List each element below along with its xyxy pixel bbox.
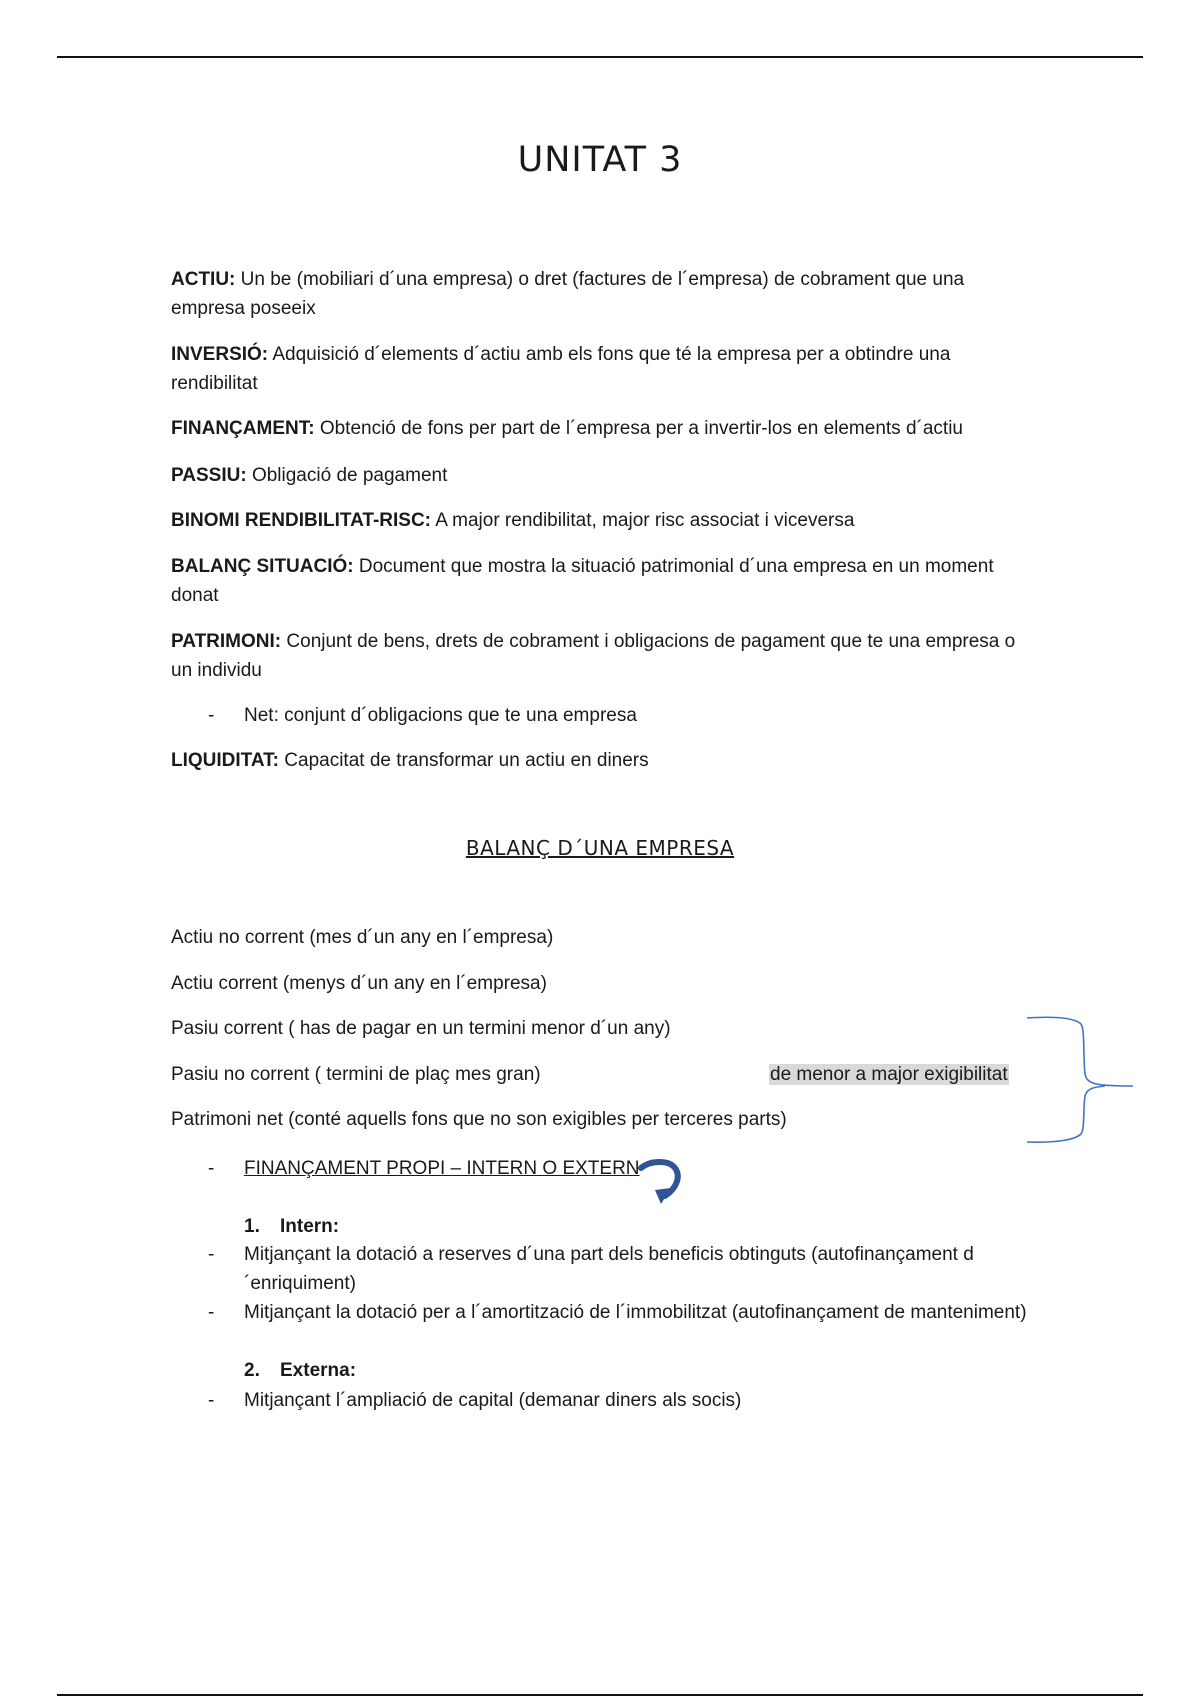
definition-term: BINOMI RENDIBILITAT-RISC: — [171, 510, 431, 531]
header-rule — [57, 56, 1143, 58]
balance-item-pasiu-corrent: Pasiu corrent ( has de pagar en un termini menor d´un any) — [171, 1018, 671, 1039]
intern-item-amortitzacio: Mitjançant la dotació per a l´amortització de l´immobilitzat (autofinançament de manteniment) — [244, 1302, 1027, 1323]
definition-term: LIQUIDITAT: — [171, 750, 279, 771]
balance-item-pasiu-no-corrent: Pasiu no corrent ( termini de plaç mes gran) — [171, 1064, 541, 1085]
balance-item-patrimoni-net: Patrimoni net (conté aquells fons que no son exigibles per terceres parts) — [171, 1109, 787, 1130]
exigibility-note-text: de menor a major exigibilitat — [770, 1064, 1008, 1085]
bullet-marker: - — [208, 705, 215, 726]
definition-text: Obtenció de fons per part de l´empresa per a invertir-los en elements d´actiu — [314, 418, 963, 439]
intern-heading — [244, 1212, 339, 1241]
curved-arrow-icon — [637, 1158, 683, 1208]
definition-text: A major rendibilitat, major risc associat i viceversa — [431, 510, 855, 531]
patrimoni-net-bullet: Net: conjunt d´obligacions que te una empresa — [244, 705, 637, 726]
definition-actiu — [171, 265, 1031, 323]
definition-balanc-situacio — [171, 552, 1031, 610]
intern-label: Intern: — [280, 1216, 340, 1237]
definition-binomi — [171, 506, 1031, 535]
curly-brace-icon — [1025, 1016, 1135, 1144]
extern-heading — [244, 1356, 356, 1385]
bullet-marker: - — [208, 1158, 215, 1179]
list-number: 1. — [244, 1216, 260, 1237]
definition-liquiditat — [171, 746, 1031, 775]
definition-term: PATRIMONI: — [171, 631, 282, 652]
page-title: UNITAT 3 — [517, 140, 683, 180]
list-number: 2. — [244, 1360, 260, 1381]
definition-patrimoni — [171, 627, 1031, 685]
bullet-marker: - — [208, 1302, 215, 1323]
brace-upper-stroke — [1027, 1017, 1133, 1086]
definition-text: Conjunt de bens, drets de cobrament i obligacions de pagament que te una empresa o un individu — [171, 631, 1016, 681]
definition-text: Un be (mobiliari d´una empresa) o dret (factures de l´empresa) de cobrament que una empresa poseeix — [171, 269, 965, 319]
definition-text: Adquisició d´elements d´actiu amb els fons que té la empresa per a obtindre una rendibilitat — [171, 344, 951, 394]
definition-term: INVERSIÓ: — [171, 344, 269, 365]
definition-term: PASSIU: — [171, 465, 247, 486]
balance-heading-text: BALANÇ D´UNA EMPRESA — [465, 836, 735, 860]
balance-item-actiu-corrent: Actiu corrent (menys d´un any en l´empresa) — [171, 973, 547, 994]
definition-text: Capacitat de transformar un actiu en diners — [279, 750, 649, 771]
financing-heading — [244, 1154, 640, 1183]
definition-term: FINANÇAMENT: — [171, 418, 315, 439]
bullet-marker: - — [208, 1244, 215, 1265]
extern-label: Externa: — [280, 1360, 357, 1381]
intern-item-reserves: Mitjançant la dotació a reserves d´una part dels beneficis obtinguts (autofinançament d´enriquiment) — [244, 1244, 974, 1294]
footer-rule — [57, 1694, 1143, 1696]
financing-heading-text: FINANÇAMENT PROPI – INTERN O EXTERN — [244, 1158, 640, 1179]
definition-inversio — [171, 340, 1031, 398]
definition-text: Document que mostra la situació patrimonial d´una empresa en un moment donat — [171, 556, 994, 606]
exigibility-note — [769, 1060, 1009, 1089]
definition-term: ACTIU: — [171, 269, 236, 290]
balance-item-actiu-no-corrent: Actiu no corrent (mes d´un any en l´empresa) — [171, 927, 554, 948]
brace-lower-stroke — [1027, 1086, 1105, 1142]
bullet-marker: - — [208, 1390, 215, 1411]
extern-item-ampliacio: Mitjançant l´ampliació de capital (demanar diners als socis) — [244, 1390, 742, 1411]
definition-term: BALANÇ SITUACIÓ: — [171, 556, 354, 577]
definition-financament — [171, 414, 1031, 443]
balance-heading — [0, 836, 1200, 860]
definition-text: Obligació de pagament — [246, 465, 448, 486]
definition-passiu — [171, 461, 1031, 490]
